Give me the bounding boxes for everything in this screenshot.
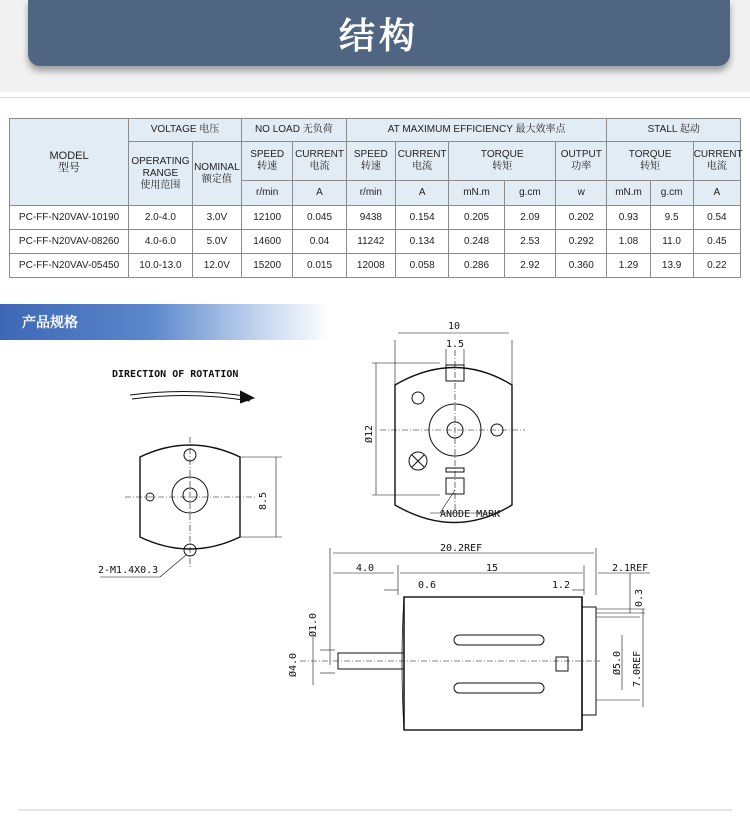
table-cell: 0.93 xyxy=(607,206,650,230)
table-cell: 0.54 xyxy=(693,206,740,230)
model-cell: PC-FF-N20VAV-08260 xyxy=(10,230,129,254)
me-current-header: CURRENT 电流 xyxy=(395,142,448,181)
dim-10: 10 xyxy=(448,321,461,332)
spec-table xyxy=(9,118,741,278)
direction-of-rotation-label: DIRECTION OF ROTATION xyxy=(112,369,239,380)
table-cell: 0.292 xyxy=(556,230,607,254)
table-cell: 0.04 xyxy=(293,230,346,254)
table-cell: 11242 xyxy=(346,230,395,254)
page-title: 结构 xyxy=(338,15,419,57)
no-load-group-header: NO LOAD 无负荷 xyxy=(241,119,346,142)
nominal-header: NOMINAL 额定值 xyxy=(192,142,241,206)
dim-d12: Ø12 xyxy=(364,424,375,443)
table-cell: 0.248 xyxy=(449,230,504,254)
unit-cell: A xyxy=(395,181,448,206)
table-cell: 12100 xyxy=(241,206,292,230)
table-row xyxy=(10,230,741,254)
table-group-header-row xyxy=(10,119,741,142)
screw-label: 2-M1.4X0.3 xyxy=(98,565,159,576)
table-cell: 3.0V xyxy=(192,206,241,230)
me-output-header: OUTPUT 功率 xyxy=(556,142,607,181)
side-view xyxy=(300,548,650,730)
table-cell: 0.22 xyxy=(693,254,740,278)
table-cell: 9438 xyxy=(346,206,395,230)
table-cell: 9.5 xyxy=(650,206,693,230)
nl-current-header: CURRENT 电流 xyxy=(293,142,346,181)
table-cell: 15200 xyxy=(241,254,292,278)
footer-divider xyxy=(18,809,732,811)
anode-mark-label: ANODE MARK xyxy=(440,509,501,520)
unit-cell: A xyxy=(293,181,346,206)
table-cell: 14600 xyxy=(241,230,292,254)
operating-range-header: OPERATING RANGE 使用范围 xyxy=(129,142,193,206)
st-torque-header: TORQUE 转矩 xyxy=(607,142,693,181)
unit-cell: g.cm xyxy=(504,181,555,206)
front-view xyxy=(100,437,282,577)
table-cell: 2.92 xyxy=(504,254,555,278)
dim-20-2: 20.2REF xyxy=(440,543,483,554)
table-row xyxy=(10,206,741,230)
table-cell: 0.015 xyxy=(293,254,346,278)
max-efficiency-group-header: AT MAXIMUM EFFICIENCY 最大效率点 xyxy=(346,119,607,142)
dim-0-6: 0.6 xyxy=(418,580,437,591)
table-cell: 0.205 xyxy=(449,206,504,230)
unit-cell: g.cm xyxy=(650,181,693,206)
table-cell: 12.0V xyxy=(192,254,241,278)
dim-15: 15 xyxy=(486,563,499,574)
table-cell: 1.29 xyxy=(607,254,650,278)
table-cell: 10.0-13.0 xyxy=(129,254,193,278)
nl-speed-header: SPEED 转速 xyxy=(241,142,292,181)
me-torque-header: TORQUE 转矩 xyxy=(449,142,556,181)
table-cell: 0.360 xyxy=(556,254,607,278)
unit-cell: w xyxy=(556,181,607,206)
table-cell: 5.0V xyxy=(192,230,241,254)
section-header xyxy=(0,304,330,340)
table-cell: 0.286 xyxy=(449,254,504,278)
dim-4-0: 4.0 xyxy=(356,563,375,574)
me-speed-header: SPEED 转速 xyxy=(346,142,395,181)
table-cell: 0.045 xyxy=(293,206,346,230)
table-cell: 4.0-6.0 xyxy=(129,230,193,254)
st-current-header: CURRENT 电流 xyxy=(693,142,740,181)
divider xyxy=(0,97,750,98)
dim-7-0: 7.0REF xyxy=(632,650,643,687)
rotation-arrow-icon xyxy=(130,391,254,403)
unit-cell: r/min xyxy=(241,181,292,206)
section-title: 产品规格 xyxy=(22,315,78,331)
table-cell: 2.0-4.0 xyxy=(129,206,193,230)
table-cell: 12008 xyxy=(346,254,395,278)
dim-0-3: 0.3 xyxy=(634,588,645,607)
unit-cell: mN.m xyxy=(449,181,504,206)
dim-d1-0: Ø1.0 xyxy=(308,612,319,637)
title-banner xyxy=(28,0,730,66)
dim-1-5: 1.5 xyxy=(446,339,465,350)
rear-view xyxy=(372,333,525,523)
stall-group-header: STALL 起动 xyxy=(607,119,741,142)
dim-2-1: 2.1REF xyxy=(612,563,649,574)
dim-1-2: 1.2 xyxy=(552,580,571,591)
table-row xyxy=(10,254,741,278)
voltage-group-header: VOLTAGE 电压 xyxy=(129,119,242,142)
dim-d4-0: Ø4.0 xyxy=(288,652,299,677)
model-header: MODEL 型号 xyxy=(10,119,129,206)
table-cell: 0.45 xyxy=(693,230,740,254)
unit-cell: r/min xyxy=(346,181,395,206)
table-cell: 11.0 xyxy=(650,230,693,254)
table-cell: 0.154 xyxy=(395,206,448,230)
table-cell: 0.134 xyxy=(395,230,448,254)
table-cell: 2.09 xyxy=(504,206,555,230)
table-cell: 0.058 xyxy=(395,254,448,278)
table-cell: 1.08 xyxy=(607,230,650,254)
unit-cell: A xyxy=(693,181,740,206)
dim-d5-0: Ø5.0 xyxy=(612,650,623,675)
model-cell: PC-FF-N20VAV-05450 xyxy=(10,254,129,278)
model-cell: PC-FF-N20VAV-10190 xyxy=(10,206,129,230)
unit-cell: mN.m xyxy=(607,181,650,206)
table-cell: 13.9 xyxy=(650,254,693,278)
dim-8-5: 8.5 xyxy=(258,491,269,510)
table-cell: 2.53 xyxy=(504,230,555,254)
table-cell: 0.202 xyxy=(556,206,607,230)
